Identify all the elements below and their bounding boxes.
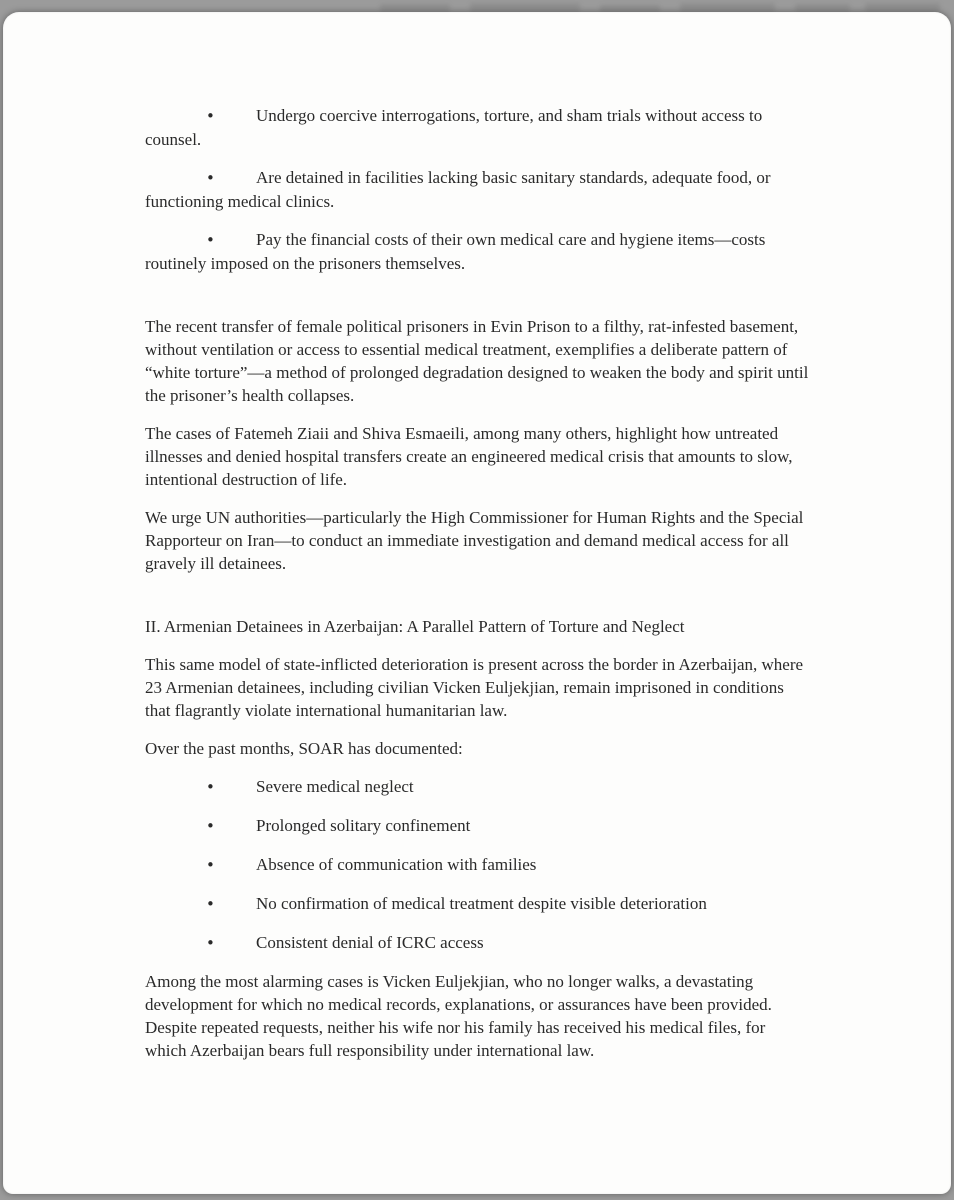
bullet-item [145,853,809,877]
bullet-text: No confirmation of medical treatment despite visible deterioration [256,894,707,913]
paragraph: The cases of Fatemeh Ziaii and Shiva Esmaeili, among many others, highlight how untreated illnesses and denied hospital transfers create an engineered medical crisis that amounts to slow, intentional destruction of life. [145,424,793,489]
bullet-marker: • [206,895,215,913]
bullet-text: Severe medical neglect [256,777,414,796]
bullet-marker: • [206,778,215,796]
paragraph: Over the past months, SOAR has documented: [145,739,463,758]
page-content [3,12,951,1077]
bleed-through-artifact [680,3,775,12]
bleed-through-artifact [470,3,580,12]
paragraph: The recent transfer of female political prisoners in Evin Prison to a filthy, rat-infested basement, without ventilation or access to essential medical treatment, exemplifies a deliberate pattern of “white torture”—a method of prolonged degradation designed to weaken the body and spirit until the prisoner’s health collapses. [145,317,809,405]
bullet-item [145,228,809,275]
bullet-text: Are detained in facilities lacking basic sanitary standards, adequate food, or functioning medical clinics. [145,168,771,211]
bullet-text: Prolonged solitary confinement [256,816,471,835]
bullet-text: Absence of communication with families [256,855,537,874]
bullet-item [145,166,809,213]
bullet-item [145,814,809,838]
section-heading: II. Armenian Detainees in Azerbaijan: A Parallel Pattern of Torture and Neglect [145,617,685,636]
bleed-through-artifact [865,3,940,12]
bullet-marker: • [206,817,215,835]
bullet-marker: • [206,169,215,187]
bullet-item [145,104,809,151]
bleed-through-artifact [380,4,450,12]
bullet-item [145,931,809,955]
bullet-text: Pay the financial costs of their own medical care and hygiene items—costs routinely imposed on the prisoners themselves. [145,230,766,273]
bleed-through-artifact [795,4,850,12]
paragraph: We urge UN authorities—particularly the High Commissioner for Human Rights and the Special Rapporteur on Iran—to conduct an immediate investigation and demand medical access for all gravely ill detainees. [145,508,804,573]
bullet-marker: • [206,934,215,952]
bullet-item [145,892,809,916]
document-page [3,12,951,1194]
paragraph: This same model of state-inflicted deterioration is present across the border in Azerbaijan, where 23 Armenian detainees, including civilian Vicken Euljekjian, remain imprisoned in conditions that flagrantly violate international humanitarian law. [145,655,804,720]
bullet-marker: • [206,231,215,249]
bullet-marker: • [206,856,215,874]
bullet-item [145,775,809,799]
bullet-text: Undergo coercive interrogations, torture, and sham trials without access to counsel. [145,106,763,149]
bullet-text: Consistent denial of ICRC access [256,933,484,952]
bullet-marker: • [206,107,215,125]
paragraph: Among the most alarming cases is Vicken Euljekjian, who no longer walks, a devastating development for which no medical records, explanations, or assurances have been provided. Despite repeated requests, neither his wife nor his family has received his medical files, for which Azerbaijan bears full responsibility under international law. [145,972,772,1060]
